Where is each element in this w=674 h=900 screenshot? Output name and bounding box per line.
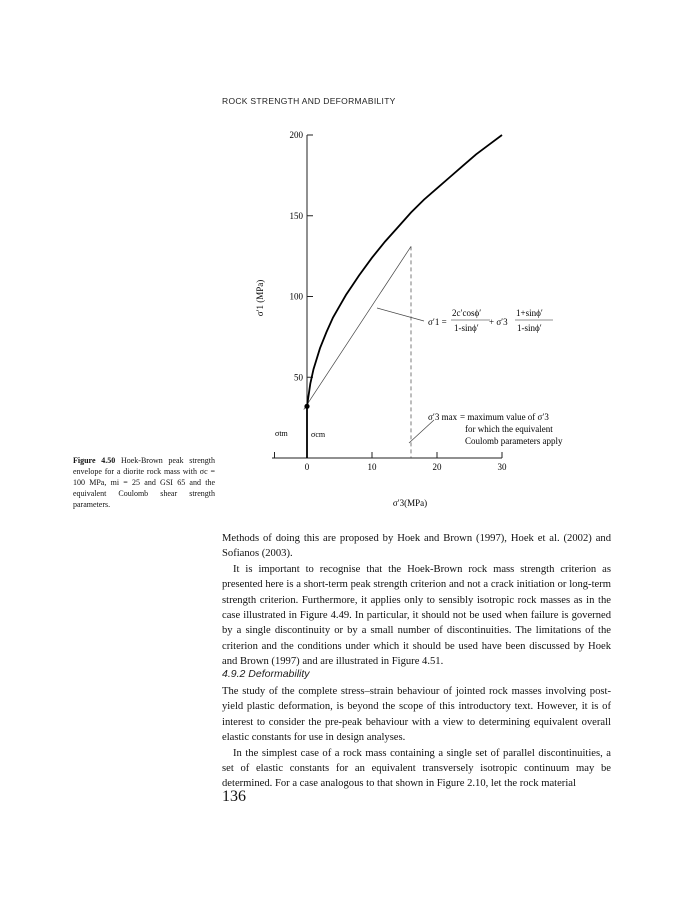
paragraph: Methods of doing this are proposed by Hoek and Brown (1997), Hoek et al. (2002) and Sofianos (2003). [222,533,611,560]
hoek-brown-curve [307,135,502,458]
s3max-leader [409,420,434,443]
x-axis-label: σ′3(MPa) [392,498,428,508]
running-head: ROCK STRENGTH AND DEFORMABILITY [222,96,396,106]
x-tick-label: 20 [432,462,442,472]
equation-den1: 1-sinϕ′ [454,323,479,333]
paragraph: It is important to recognise that the Hoek-Brown rock mass strength criterion as presented here is a short-term peak strength criterion and not a crack initiation or long-term strength criterion. Furthermore, it applies only to sensibly isotropic rock masses as in the case illustrated in Figure 4.49. In particular, it should not be used when failure is governed by a single discontinuity or by a small number of discontinuities. The limitations of the criterion and the conditions under which it should be used have been discussed by Hoek and Brown (1997) and are illustrated in Figure 4.51. [222,563,611,668]
s3max-label: σ′3 max [428,412,458,422]
caption-text: Hoek-Brown peak strength envelope for a diorite rock mass with σc = 100 MPa, mi = 25 and GSI 65 and the equivalent Coulomb shear strength parameters. [73,456,216,509]
equation-den2: 1-sinϕ′ [517,323,542,333]
equation-num2: 1+sinϕ′ [516,308,543,318]
x-tick-label: 0 [304,462,310,472]
y-axis-label: σ′1 (MPa) [255,279,265,317]
s3max-line3: Coulomb parameters apply [465,436,563,446]
section-heading: 4.9.2 Deformability [222,668,310,680]
body-text-2 [222,684,611,792]
s3max-line2: for which the equivalent [465,424,553,434]
sigma-cm-label: σcm [311,430,326,439]
body-text-1 [222,531,611,670]
sigma-tm-label: σtm [275,429,288,438]
equation-leader [377,308,424,321]
y-tick-label: 150 [289,210,303,221]
page-number: 136 [222,788,246,805]
paragraph: The study of the complete stress–strain behaviour of jointed rock masses involving post-yield plastic deformation, is beyond the scope of this introductory text. However, it is of interest to consider the pre-peak behaviour with a view to determining equivalent overall elastic constants for use in design analyses. [222,686,611,744]
s3max-text: = maximum value of σ′3 [460,412,549,422]
equation-mid: + σ′3 [489,317,508,327]
coulomb-line [304,246,411,409]
equation-num1: 2c′cosϕ′ [452,308,482,318]
y-tick-label: 100 [289,291,303,302]
caption-label: Figure 4.50 [73,456,116,465]
figure-caption [73,455,215,510]
sigma-cm-marker [304,404,309,409]
x-tick-label: 30 [497,462,507,472]
y-tick-label: 50 [294,372,303,383]
y-tick-label: 200 [289,130,303,140]
x-tick-label: 10 [367,462,377,472]
paragraph: In the simplest case of a rock mass containing a single set of parallel discontinuities, a set of elastic constants for an equivalent transversely isotropic continuum may be determined. For a case analogous to that shown in Figure 2.10, let the rock material [222,747,611,790]
equation-lhs: σ′1 = [428,317,447,327]
